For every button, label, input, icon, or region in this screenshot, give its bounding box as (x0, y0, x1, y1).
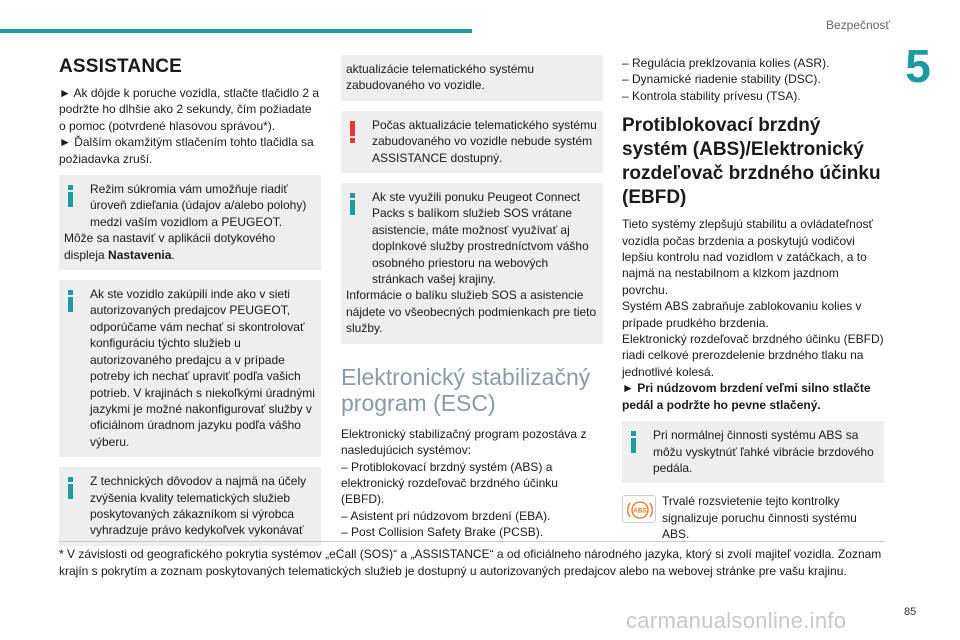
info-icon (67, 290, 75, 312)
info-text-cont: Môže sa nastaviť v aplikácii dotykového displeja Nastavenia. (64, 231, 276, 262)
info-box-updates (59, 467, 321, 546)
assistance-heading: ASSISTANCE (59, 56, 183, 77)
info-text: Režim súkromia vám umožňuje riadiť úroveň zdieľania (údajov a/alebo polohy) medzi vaším vozidlom a PEUGEOT. (90, 182, 307, 229)
watermark: carmanualsonline.info (626, 608, 847, 633)
warning-text: Počas aktualizácie telematického systému zabudovaného vo vozidle nebude systém ASSISTANCE dostupný. (372, 117, 597, 165)
page-number: 85 (904, 606, 917, 618)
info-icon (67, 185, 75, 207)
assistance-step-1: ► Ak dôjde k poruche vozidla, stlačte tlačidlo 2 a podržte ho dlhšie ako 2 sekundy, čím požiadate o pomoc (potvrdené hlasovou správou*). (59, 86, 320, 133)
info-icon (349, 193, 357, 215)
warning-icon (349, 121, 357, 143)
info-text: Pri normálnej činnosti systému ABS sa môžu vyskytnúť ľahké vibrácie brzdového pedála. (653, 428, 874, 475)
chapter-number: 5 (905, 40, 931, 92)
settings-label: Nastavenia (108, 247, 172, 262)
esc-list-item: – Regulácia preklzovania kolies (ASR). (622, 56, 830, 70)
info-text: Z technických dôvodov a najmä na účely zvýšenia kvality telematických služieb poskytovaných zákazníkom si výrobca vyhradzuje právo kedykoľvek vykonávať (90, 474, 307, 538)
info-icon (67, 477, 75, 499)
info-text: Ak ste vozidlo zakúpili inde ako v sieti autorizovaných predajcov PEUGEOT, odporúčame vám nechať si skontrolovať konfiguráciu týchto služieb u autorizovaného predajcu a v prípade potreby ich nechať upraviť podľa vašich potrieb. V krajinách s niekoľkými úradnými jazykmi je možné nakonfigurovať služby v oficiálnom úradnom jazyku podľa vášho výberu. (90, 287, 315, 449)
info-text-cont: Informácie o balíku služieb SOS a asistencie nájdete vo všeobecných podmienkach pre tieto služby. (346, 288, 597, 336)
abs-paragraph: Tieto systémy zlepšujú stabilitu a ovládateľnosť vozidla počas brzdenia a poskytujú vodičovi lepšiu kontrolu nad vozidlom v zatáčkach, a to najmä na nestabilnom a klzkom jazdnom povrchu. (622, 217, 874, 297)
info-box-privacy (59, 175, 321, 270)
info-box-connect-packs (341, 183, 603, 344)
abs-warning-lamp-icon (622, 495, 656, 523)
esc-list-item: – Dynamické riadenie stability (DSC). (622, 72, 821, 87)
esc-list-item: – Protiblokovací brzdný systém (ABS) a elektronický rozdeľovač brzdného účinku (EBFD). (341, 459, 558, 507)
info-box-dealer (59, 280, 321, 457)
esc-list-item: – Kontrola stability prívesu (TSA). (622, 88, 801, 103)
footnote-divider (59, 541, 885, 542)
footnote: * V závislosti od geografického pokrytia systémov „eCall (SOS)“ a „ASSISTANCE“ a od oficiálneho národného jazyka, ktorý si zvolí majiteľ vozidla. Zoznam krajín s pokrytím a zoznam poskytovaných telematických služieb je dostupný u autorizovaných predajcov alebo na webovej stránke pre vašu krajinu. (59, 547, 882, 578)
esc-list-item: – Asistent pri núdzovom brzdení (EBA). (341, 508, 551, 523)
abs-warning-text: Trvalé rozsvietenie tejto kontrolky signalizuje poruchu činnosti systému ABS. (662, 494, 857, 542)
info-box-abs-vibration (622, 421, 884, 483)
abs-paragraph: Systém ABS zabraňuje zablokovaniu kolies v prípade prudkého brzdenia. (622, 299, 862, 330)
abs-warning-row (622, 493, 884, 542)
info-icon (630, 431, 638, 453)
info-text: Ak ste využili ponuku Peugeot Connect Packs s balíkom služieb SOS vrátane asistencie, máte možnosť využívať aj doplnkové služby prostredníctvom vášho osobného priestoru na webových stránkach vašej krajiny. (372, 190, 589, 287)
info-box-updates-continued (341, 55, 603, 101)
header-accent-bar (0, 29, 472, 33)
abs-lamp-label: ABS (633, 507, 647, 515)
esc-heading: Elektronický stabilizačný program (ESC) (341, 363, 591, 416)
assistance-step-2: ► Ďalším okamžitým stlačením tohto tlačidla sa požiadavka zruší. (59, 135, 314, 166)
warning-box (341, 111, 603, 173)
section-title: Bezpečnosť (826, 18, 890, 32)
info-text: aktualizácie telematického systému zabudovaného vo vozidle. (346, 62, 535, 93)
column-3 (622, 55, 884, 543)
column-1 (59, 55, 321, 556)
esc-intro: Elektronický stabilizačný program pozostáva z nasledujúcich systémov: (341, 426, 587, 458)
column-2 (341, 55, 603, 541)
abs-instruction: ► Pri núdzovom brzdení veľmi silno stlačte pedál a podržte ho pevne stlačený. (622, 381, 871, 412)
abs-heading: Protiblokovací brzdný systém (ABS)/Elektronický rozdeľovač brzdného účinku (EBFD) (622, 115, 881, 209)
esc-list-item: – Post Collision Safety Brake (PCSB). (341, 525, 544, 540)
abs-paragraph: Elektronický rozdeľovač brzdného účinku (EBFD) riadi celkové prerozdelenie brzdného tlaku na jednotlivé kolesá. (622, 332, 884, 379)
